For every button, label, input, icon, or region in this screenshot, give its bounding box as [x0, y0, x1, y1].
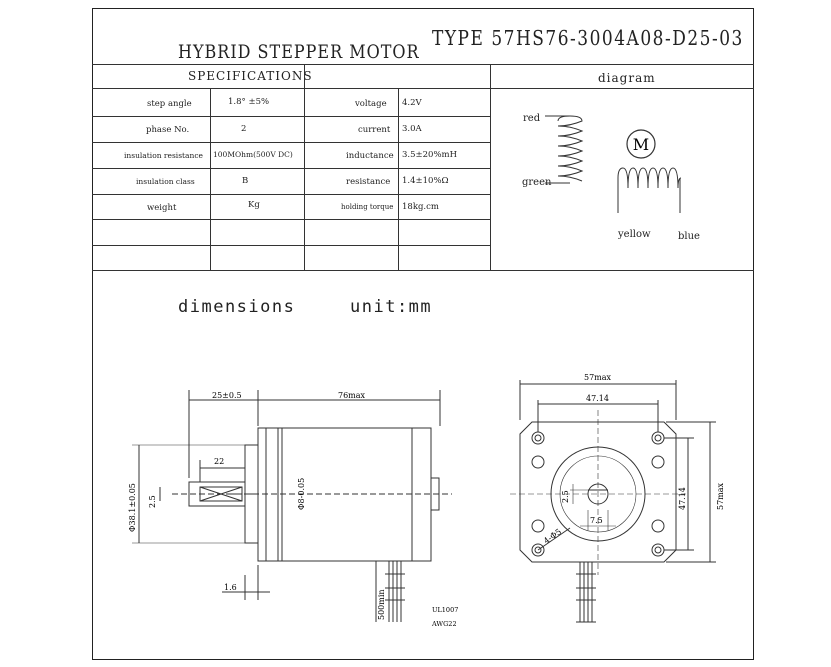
- spec-label: insulation class: [136, 177, 195, 186]
- spec-value: 2: [241, 124, 247, 134]
- specifications-header: SPECIFICATIONS: [188, 69, 313, 83]
- spec-label: inductance: [346, 151, 394, 161]
- dim-hole-pitch-v: 47.14: [678, 487, 687, 510]
- spec-label: holding torque: [341, 203, 394, 211]
- row-line: [92, 168, 490, 169]
- spec-value: 1.4±10%Ω: [402, 176, 449, 186]
- dim-flat-depth: 2.5: [148, 495, 157, 508]
- spec-value: 4.2V: [402, 98, 422, 108]
- coil-diagram: [490, 88, 754, 270]
- page-title: HYBRID STEPPER MOTOR: [178, 40, 420, 63]
- spec-label: step angle: [147, 99, 192, 109]
- row-line: [92, 219, 490, 220]
- dim-height: 57max: [716, 482, 725, 510]
- spec-label: voltage: [355, 99, 387, 109]
- spec-header-bottom: [92, 88, 490, 89]
- dim-holes: 4-Φ5: [541, 527, 564, 546]
- unit-label: unit:mm: [350, 297, 433, 317]
- spec-value: 18kg.cm: [402, 202, 439, 212]
- col-line: [304, 88, 305, 270]
- spec-label: insulation resistance: [124, 151, 203, 160]
- dim-body-len: 76max: [338, 391, 366, 400]
- spec-label: phase No.: [146, 125, 190, 135]
- col-line: [398, 88, 399, 270]
- wire-label-red: red: [523, 113, 541, 124]
- spec-value: Kg: [248, 200, 260, 210]
- dim-flange-thk: 1.6: [224, 583, 237, 592]
- dim-front-flat: 2.5: [561, 490, 570, 503]
- spec-value: 1.8° ±5%: [228, 97, 270, 107]
- row-line: [92, 116, 490, 117]
- wire-label-green: green: [522, 177, 552, 188]
- header-divider: [92, 64, 754, 65]
- dim-shaft-len: 25±0.5: [212, 391, 242, 400]
- front-view-drawing: [480, 360, 750, 660]
- type-label: TYPE 57HS76-3004A08-D25-03: [432, 27, 744, 51]
- dim-flat-len: 22: [214, 457, 225, 466]
- dim-width: 57max: [584, 373, 612, 382]
- spec-label: current: [358, 125, 391, 135]
- wire-label-yellow: yellow: [618, 229, 651, 240]
- motor-symbol-label: M: [632, 135, 650, 154]
- spec-value: 100MOhm(500V DC): [213, 150, 293, 159]
- spec-label: weight: [147, 203, 177, 213]
- wire-label-blue: blue: [678, 231, 700, 242]
- table-bottom: [92, 270, 754, 271]
- dim-boss-dia: Φ38.1±0.05: [128, 483, 137, 532]
- row-line: [92, 245, 490, 246]
- diagram-header: diagram: [598, 71, 656, 85]
- cable-spec-2: AWG22: [432, 620, 457, 628]
- dim-lead-len: 500min: [377, 589, 386, 620]
- dim-shaft-dia: Φ8-0.05: [297, 477, 306, 510]
- row-line: [92, 194, 490, 195]
- dim-hole-pitch: 47.14: [586, 394, 609, 403]
- side-view-drawing: [92, 360, 462, 660]
- spec-value: B: [242, 176, 249, 186]
- dimensions-label: dimensions: [178, 297, 296, 317]
- dim-front-shaft: 7.5: [590, 516, 603, 525]
- col-line: [210, 88, 211, 270]
- spec-value: 3.0A: [402, 124, 422, 134]
- spec-value: 3.5±20%mH: [402, 150, 458, 160]
- cable-spec-1: UL1007: [432, 606, 459, 614]
- spec-label: resistance: [346, 177, 391, 187]
- row-line: [92, 142, 490, 143]
